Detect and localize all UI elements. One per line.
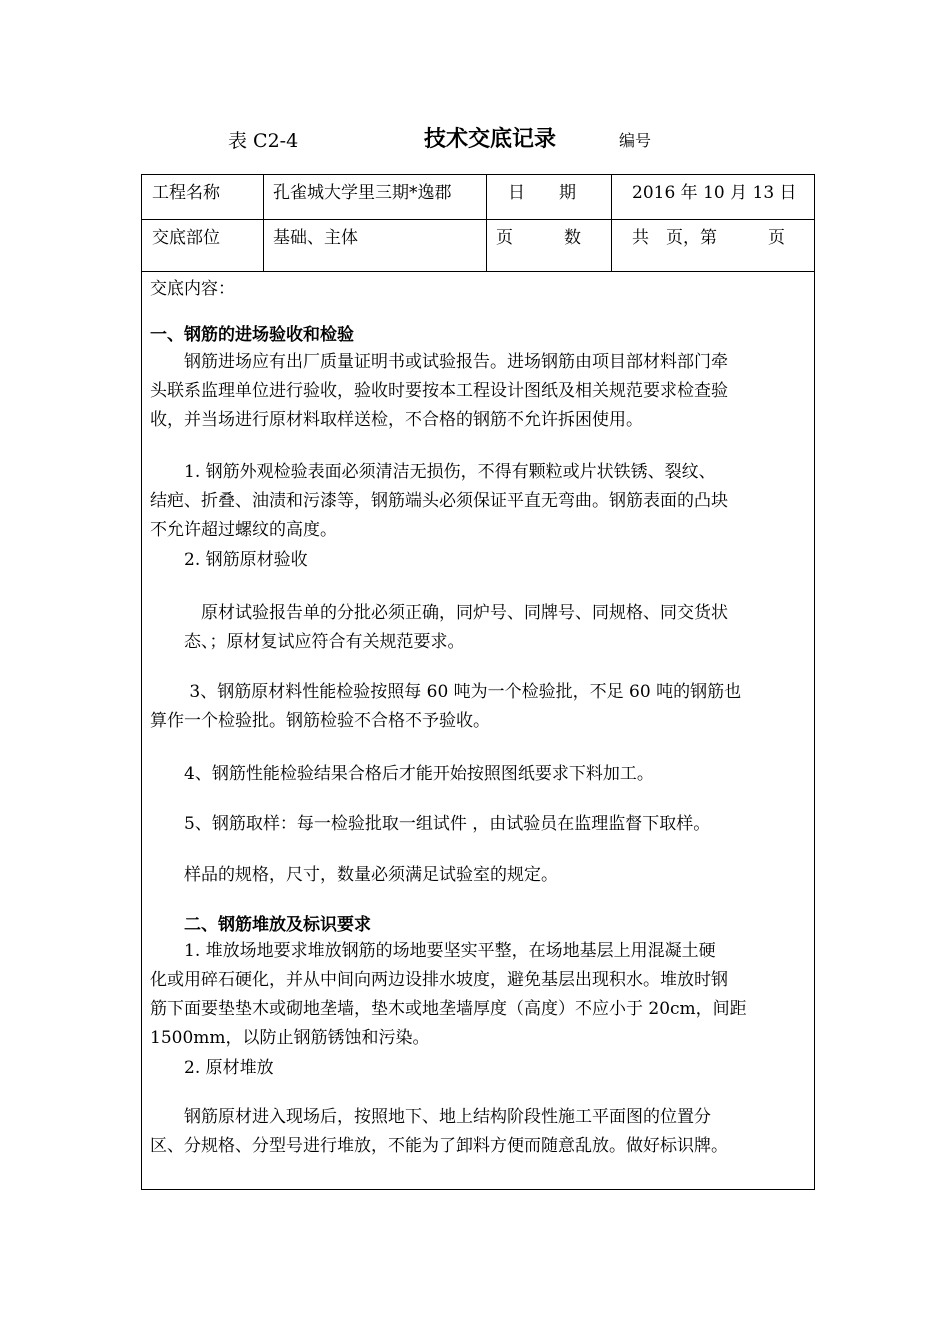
paragraph-3: 2. 钢筋原材验收	[150, 550, 308, 570]
title-row	[0, 122, 950, 156]
paragraph-5: 3、钢筋原材料性能检验按照每 60 吨为一个检验批，不足 60 吨的钢筋也 算作一个检验批。钢筋检验不合格不予验收。	[150, 682, 742, 731]
paragraph-6: 4、钢筋性能检验结果合格后才能开始按照图纸要求下料加工。	[150, 764, 654, 784]
page-count-label: 页 数	[496, 228, 581, 248]
paragraph-7: 5、钢筋取样：每一检验批取一组试件 ，由试验员在监理监督下取样。	[150, 814, 711, 834]
section-1-heading: 一、钢筋的进场验收和检验	[150, 325, 354, 345]
row-divider	[142, 219, 814, 220]
page-count-value: 共 页，第 页	[632, 228, 785, 248]
location-label: 交底部位	[152, 228, 220, 248]
date-label: 日 期	[508, 183, 576, 203]
record-form	[141, 174, 815, 1190]
location-value: 基础、主体	[273, 228, 358, 248]
project-name-label: 工程名称	[152, 183, 220, 203]
paragraph-11: 钢筋原材进入现场后，按照地下、地上结构阶段性施工平面图的位置分 区、分规格、分型号进行堆放，不能为了卸料方便而随意乱放。做好标识牌。	[150, 1107, 728, 1156]
section-2-heading: 二、钢筋堆放及标识要求	[150, 915, 371, 935]
column-divider	[486, 175, 487, 271]
project-name-value: 孔雀城大学里三期*逸郡	[273, 183, 452, 203]
form-code: 表 C2-4	[228, 130, 299, 152]
document-title: 技术交底记录	[424, 127, 557, 152]
serial-number-label: 编号	[619, 131, 652, 150]
paragraph-4: 原材试验报告单的分批必须正确，同炉号、同牌号、同规格、同交货状 态、；原材复试应符合有关规范要求。	[150, 603, 728, 652]
paragraph-1: 钢筋进场应有出厂质量证明书或试验报告。进场钢筋由项目部材料部门牵 头联系监理单位进行验收，验收时要按本工程设计图纸及相关规范要求检查验 收，并当场进行原材料取样送检，不合格的钢筋不允许拆困使用。	[150, 352, 728, 430]
row-divider	[142, 271, 814, 272]
column-divider	[263, 175, 264, 271]
content-label: 交底内容：	[150, 279, 235, 299]
paragraph-8: 样品的规格，尺寸，数量必须满足试验室的规定。	[150, 865, 558, 885]
date-value: 2016 年 10 月 13 日	[632, 183, 797, 203]
paragraph-2: 1. 钢筋外观检验表面必须清洁无损伤，不得有颗粒或片状铁锈、裂纹、 结疤、折叠、油渍和污漆等，钢筋端头必须保证平直无弯曲。钢筋表面的凸块 不允许超过螺纹的高度。	[150, 462, 728, 540]
paragraph-9: 1. 堆放场地要求堆放钢筋的场地要坚实平整，在场地基层上用混凝土硬 化或用碎石硬化，并从中间向两边设排水坡度，避免基层出现积水。堆放时钢 筋下面要垫垫木或砌地垄墙，垫木或地垄墙厚度（高度）不应小于 20cm，间距 1500mm，以防止钢筋锈蚀和污染。	[150, 941, 747, 1048]
paragraph-10: 2. 原材堆放	[150, 1058, 274, 1078]
column-divider	[611, 175, 612, 271]
